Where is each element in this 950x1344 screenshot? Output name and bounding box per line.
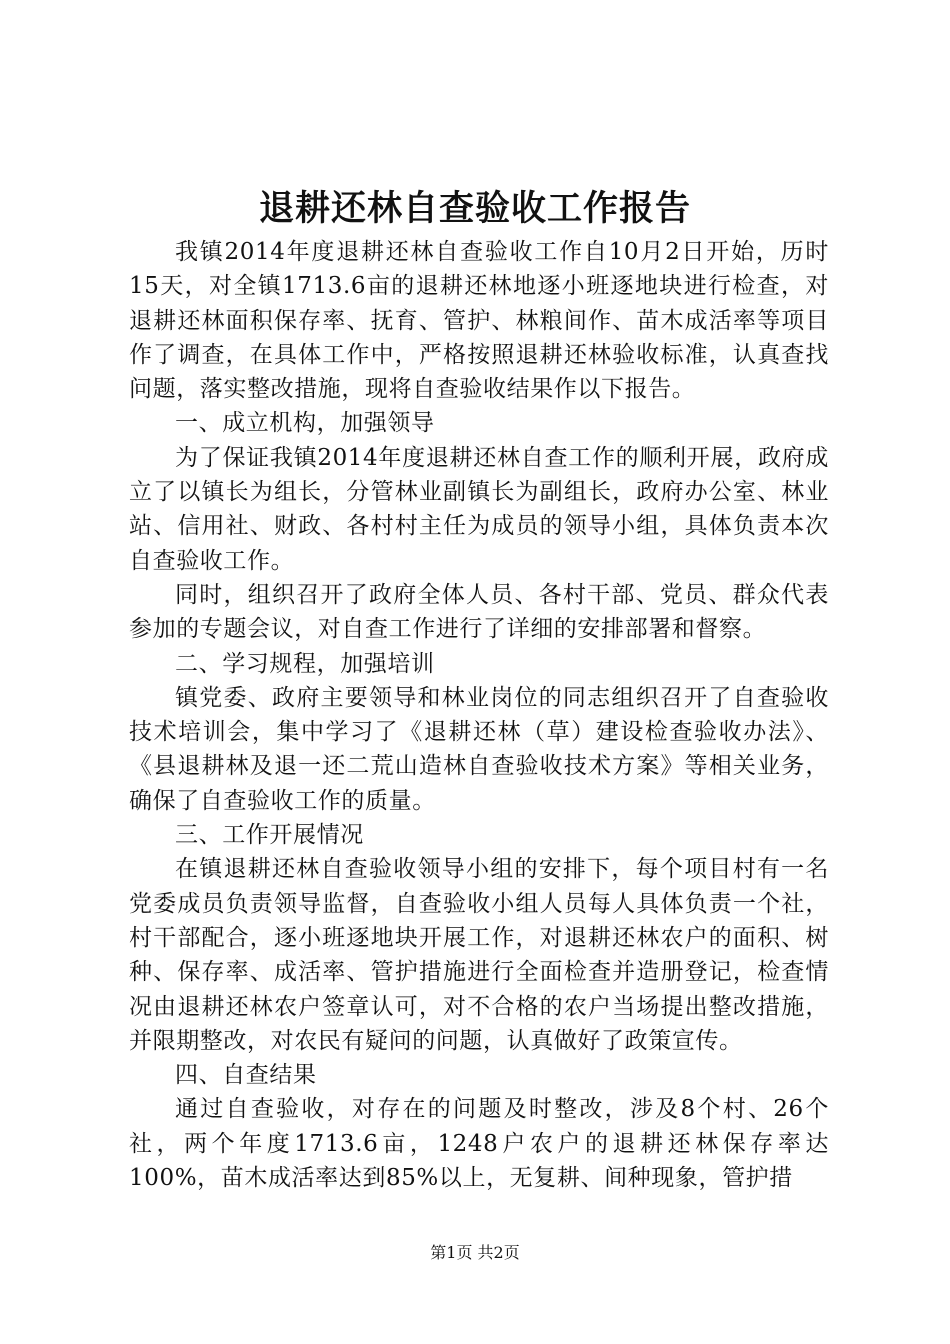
body-paragraph: 同时，组织召开了政府全体人员、各村干部、党员、群众代表参加的专题会议，对自查工作进行了详细的安排部署和督察。: [129, 581, 829, 643]
section-heading-1: 一、成立机构，加强领导: [175, 410, 435, 437]
document-body: [129, 235, 829, 1195]
section-heading-3: 三、工作开展情况: [175, 822, 364, 849]
document-title: 退耕还林自查验收工作报告: [258, 189, 691, 229]
body-paragraph: 在镇退耕还林自查验收领导小组的安排下，每个项目村有一名党委成员负责领导监督，自查验收小组人员每人具体负责一个社，村干部配合，逐小班逐地块开展工作，对退耕还林农户的面积、树种、保存率、成活率、管护措施进行全面检查并造册登记，检查情况由退耕还林农户签章认可，对不合格的农户当场提出整改措施，并限期整改，对农民有疑问的问题，认真做好了政策宣传。: [129, 856, 829, 1054]
section-heading-2: 二、学习规程，加强培训: [175, 650, 435, 677]
section-heading-4: 四、自查结果: [175, 1062, 317, 1089]
body-paragraph: 通过自查验收，对存在的问题及时整改，涉及8个村、26个社，两个年度1713.6亩，1248户农户的退耕还林保存率达100%，苗木成活率达到85%以上，无复耕、间种现象，管护措: [129, 1096, 829, 1192]
body-paragraph: 镇党委、政府主要领导和林业岗位的同志组织召开了自查验收技术培训会，集中学习了《退耕还林（草）建设检查验收办法》、《县退耕林及退一还二荒山造林自查验收技术方案》等相关业务，确保了自查验收工作的质量。: [129, 684, 829, 814]
intro-paragraph: 我镇2014年度退耕还林自查验收工作自10月2日开始，历时15天，对全镇1713.6亩的退耕还林地逐小班逐地块进行检查，对退耕还林面积保存率、抚育、管护、林粮间作、苗木成活率等项目作了调查，在具体工作中，严格按照退耕还林验收标准，认真查找问题，落实整改措施，现将自查验收结果作以下报告。: [129, 239, 829, 403]
body-paragraph: 为了保证我镇2014年度退耕还林自查工作的顺利开展，政府成立了以镇长为组长，分管林业副镇长为副组长，政府办公室、林业站、信用社、财政、各村村主任为成员的领导小组，具体负责本次自查验收工作。: [129, 444, 829, 574]
page-number-footer: 第1页 共2页: [430, 1243, 520, 1262]
